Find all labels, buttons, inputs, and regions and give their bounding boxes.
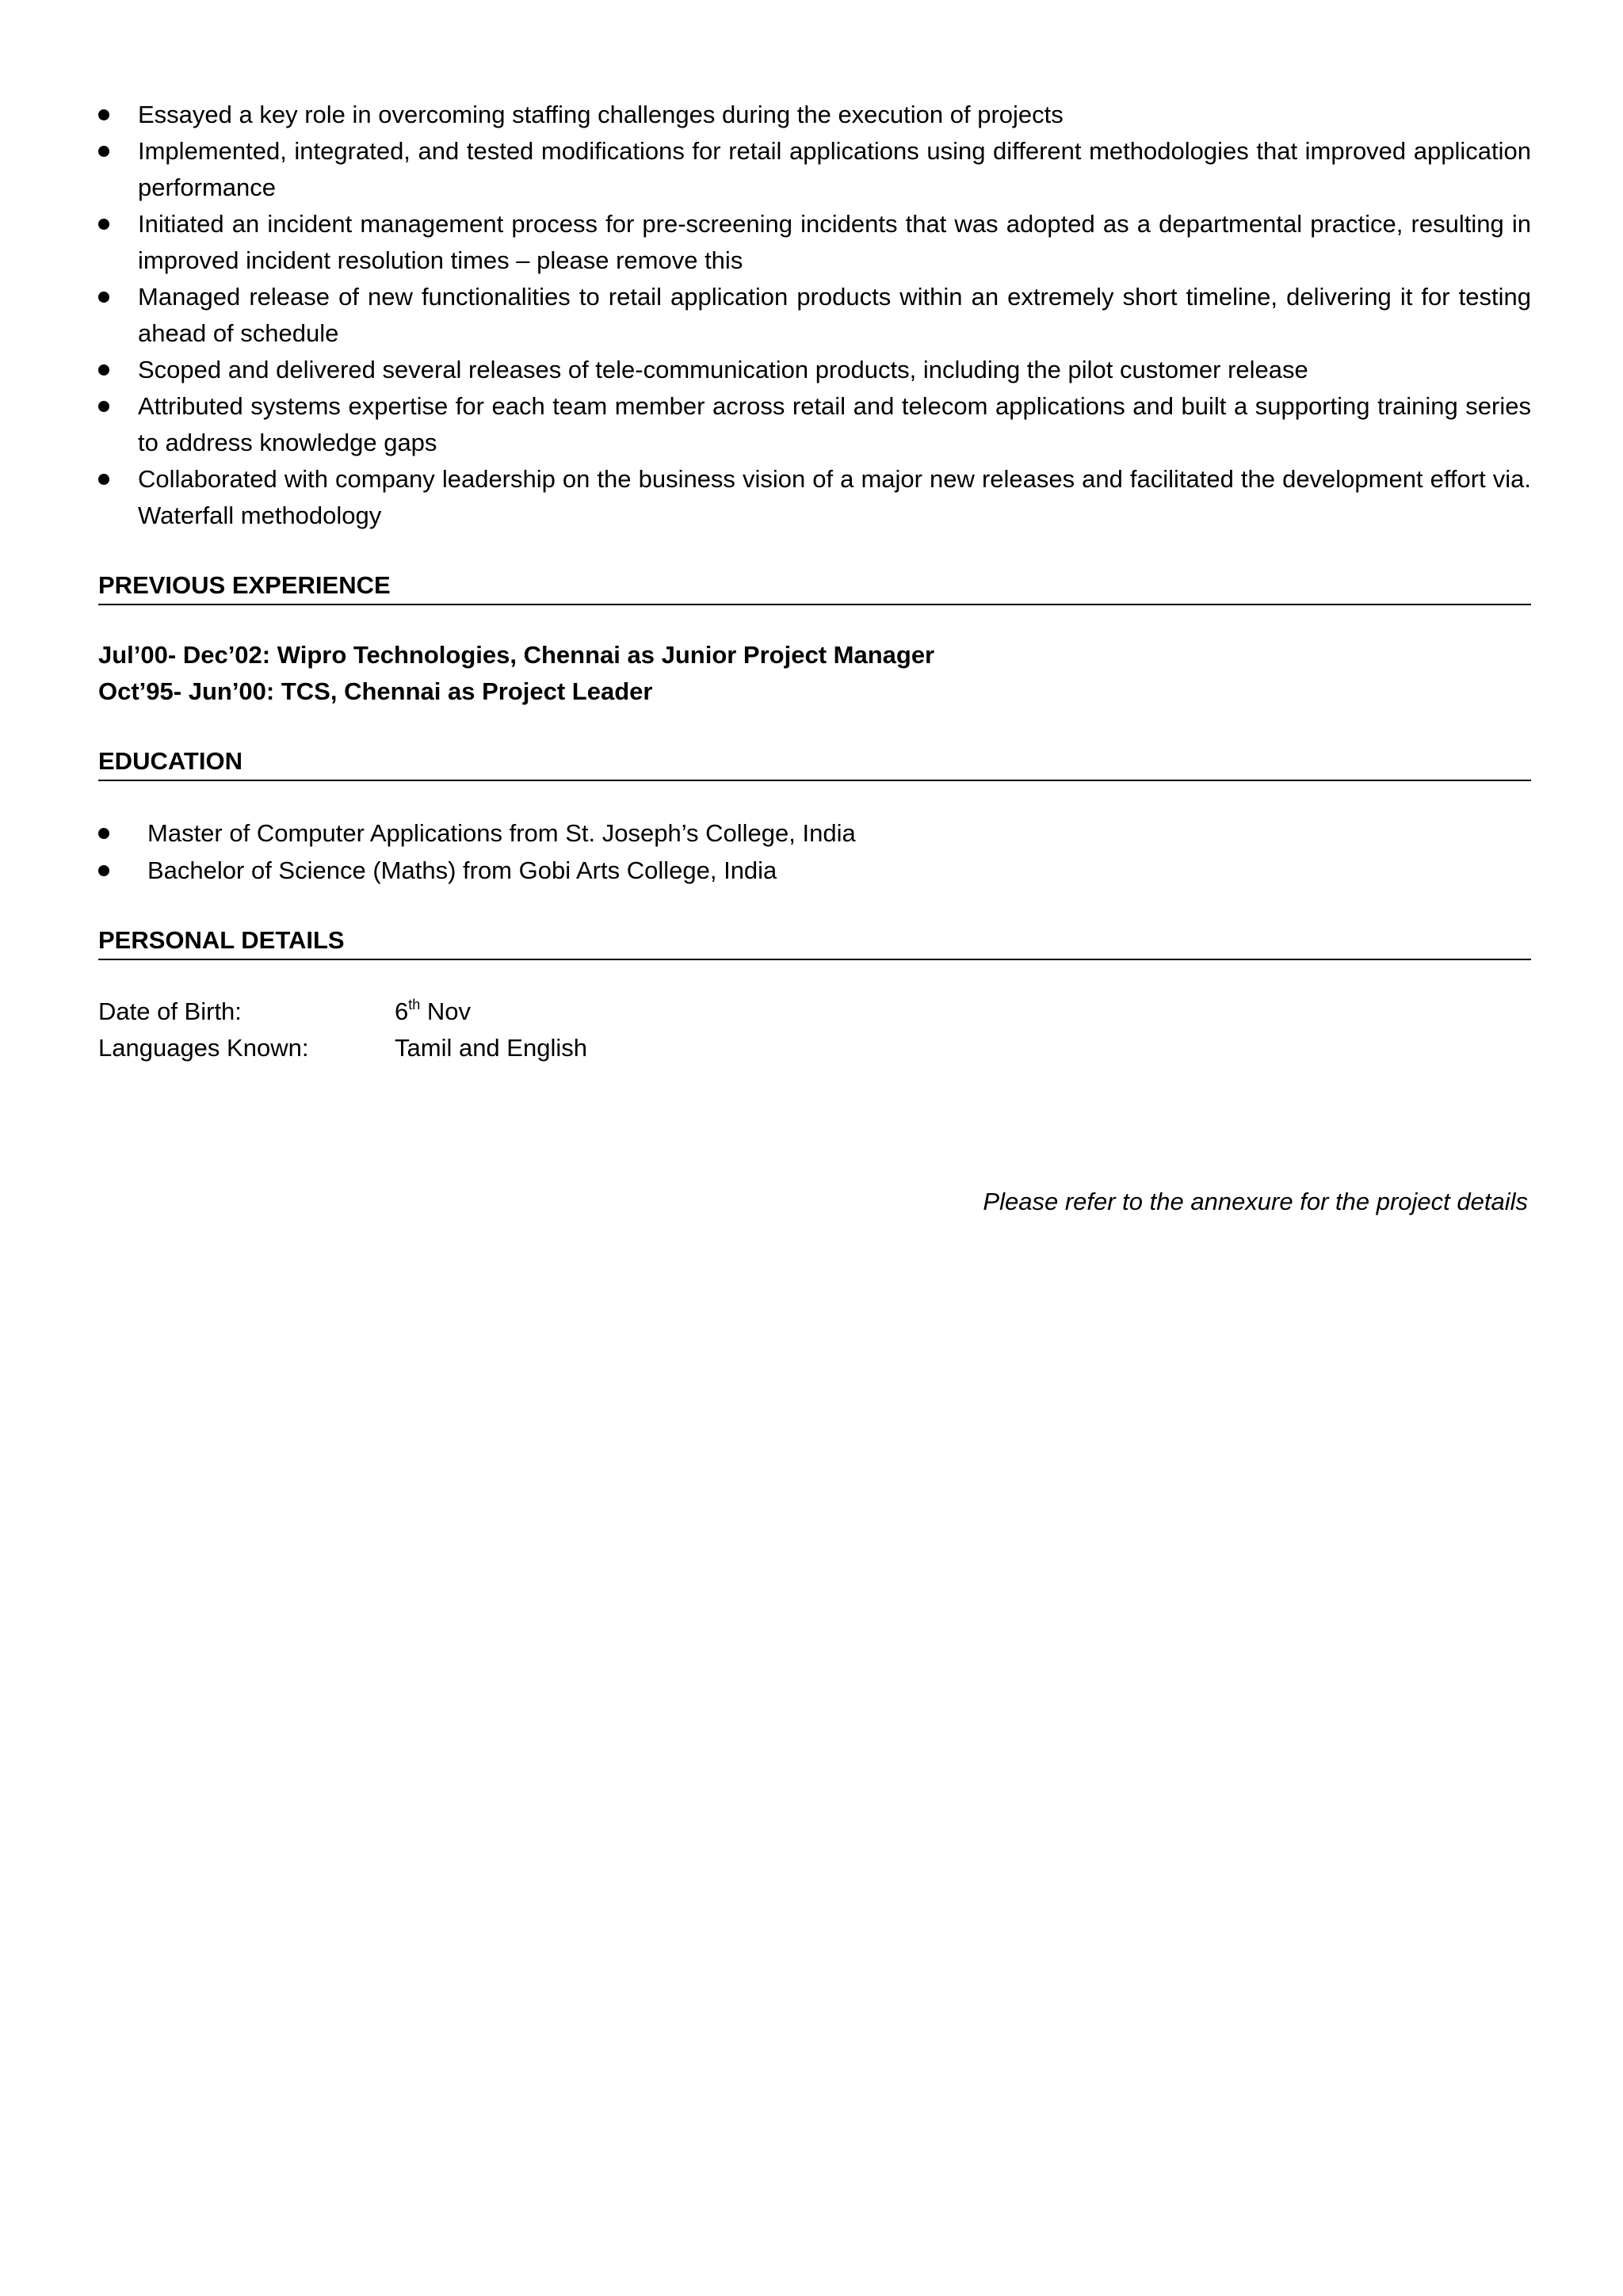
personal-details-section [98, 922, 1531, 1066]
dob-value [395, 994, 587, 1030]
table-row [98, 1030, 587, 1066]
list-item [98, 97, 1531, 133]
responsibility-text: Attributed systems expertise for each team member across retail and telecom applications and built a supporting training series to address knowledge gaps [138, 392, 1531, 456]
list-item [98, 352, 1531, 388]
personal-details-table [98, 994, 587, 1066]
responsibility-text: Initiated an incident management process for pre-screening incidents that was adopted as a departmental practice, resulting in improved incident resolution times – please remove this [138, 210, 1531, 274]
responsibility-text: Essayed a key role in overcoming staffing challenges during the execution of projects [138, 101, 1064, 128]
responsibility-text: Implemented, integrated, and tested modifications for retail applications using different methodologies that improved application performance [138, 137, 1531, 201]
education-section [98, 743, 1531, 889]
previous-experience-section [98, 567, 1531, 710]
resume-content [98, 97, 1531, 1066]
dob-label: Date of Birth: [98, 997, 242, 1025]
languages-label: Languages Known: [98, 1034, 309, 1062]
bullet-icon [98, 474, 109, 485]
bullet-icon [98, 828, 109, 839]
experience-list [98, 637, 1531, 710]
bullet-icon [98, 364, 109, 376]
section-heading: EDUCATION [98, 743, 1531, 781]
bullet-icon [98, 146, 109, 157]
section-heading: PREVIOUS EXPERIENCE [98, 567, 1531, 605]
table-row [98, 994, 587, 1030]
responsibility-text: Managed release of new functionalities to retail application products within an extremely short timeline, delivering it for testing ahead of schedule [138, 283, 1531, 347]
list-item [98, 388, 1531, 461]
bullet-icon [98, 865, 109, 876]
list-item [98, 461, 1531, 534]
dob-month: Nov [420, 997, 472, 1025]
bullet-icon [98, 219, 109, 230]
dob-day: 6 [395, 997, 409, 1025]
list-item [98, 279, 1531, 352]
dob-suffix: th [408, 996, 421, 1013]
list-item [98, 814, 1531, 852]
list-item [98, 133, 1531, 206]
bullet-icon [98, 401, 109, 412]
education-list [98, 814, 1531, 889]
education-text: Master of Computer Applications from St. Joseph’s College, India [147, 819, 856, 847]
responsibilities-list [98, 97, 1531, 534]
list-item [98, 852, 1531, 889]
languages-value: Tamil and English [395, 1034, 587, 1062]
bullet-icon [98, 292, 109, 303]
annexure-note: Please refer to the annexure for the project details [983, 1188, 1528, 1215]
list-item [98, 206, 1531, 279]
experience-entry: Oct’95- Jun’00: TCS, Chennai as Project Leader [98, 677, 653, 705]
education-text: Bachelor of Science (Maths) from Gobi Arts College, India [147, 856, 777, 884]
bullet-icon [98, 109, 109, 120]
responsibility-text: Scoped and delivered several releases of tele-communication products, including the pilot customer release [138, 356, 1308, 383]
responsibility-text: Collaborated with company leadership on the business vision of a major new releases and facilitated the development effort via. Waterfall methodology [138, 465, 1531, 529]
experience-entry: Jul’00- Dec’02: Wipro Technologies, Chennai as Junior Project Manager [98, 641, 935, 669]
section-heading: PERSONAL DETAILS [98, 922, 1531, 960]
